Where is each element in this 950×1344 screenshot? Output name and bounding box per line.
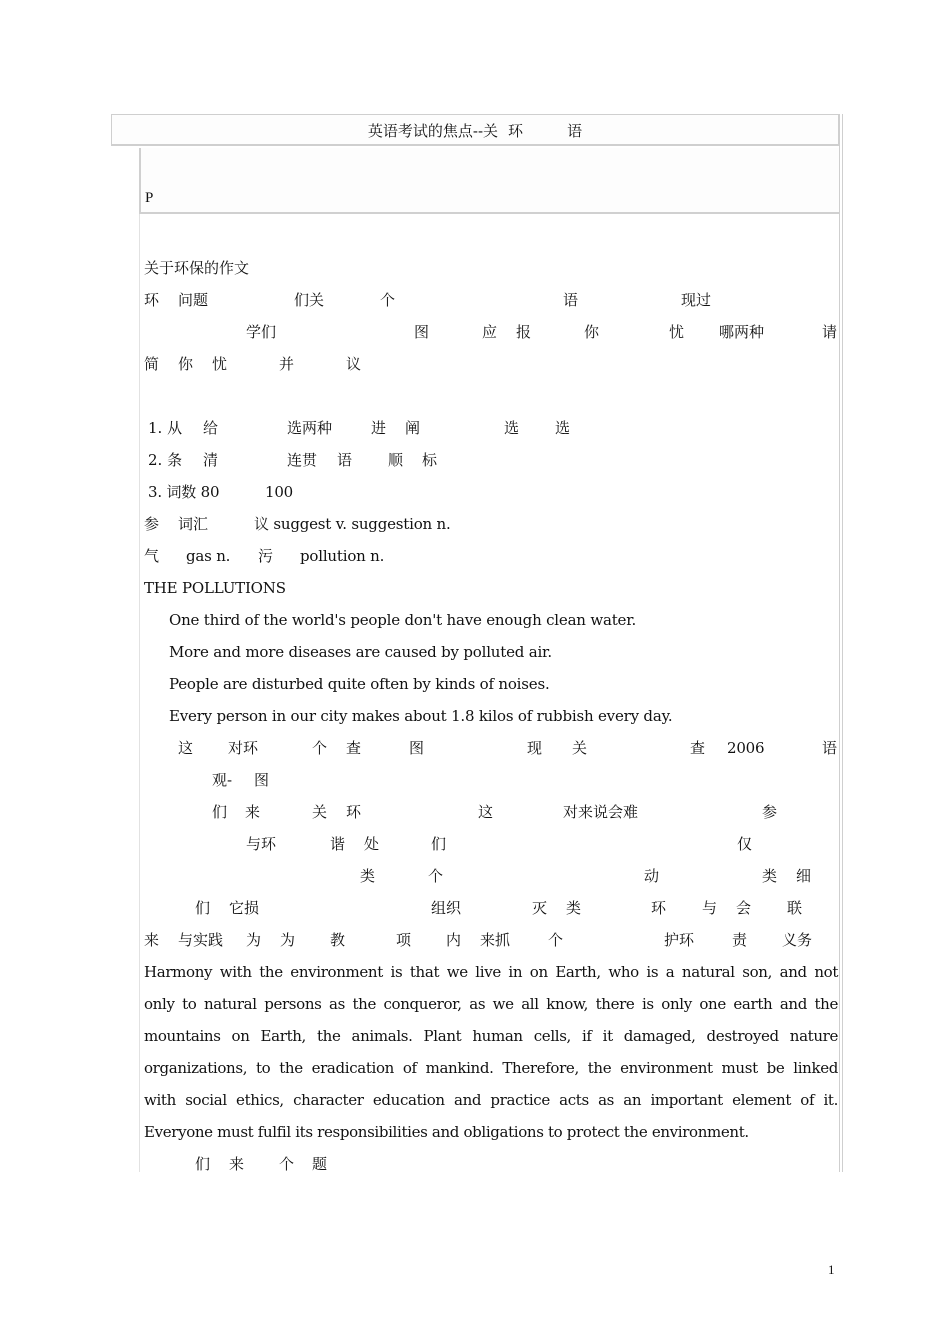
text: 你 bbox=[584, 323, 600, 341]
text: pollution n. bbox=[300, 547, 385, 565]
text: 参 bbox=[762, 803, 778, 821]
text: 关 bbox=[572, 739, 588, 757]
text: 来 bbox=[245, 803, 261, 821]
text: 联 bbox=[787, 899, 803, 917]
text: 关于环保的作文 bbox=[144, 259, 250, 277]
text: 们关 bbox=[294, 291, 325, 309]
text: mountains on Earth, the animals. Plant human cells, if it damaged, destroyed nature bbox=[144, 1027, 838, 1045]
text: 个 bbox=[279, 1155, 295, 1173]
text: One third of the world's people don't have enough clean water. bbox=[169, 611, 637, 629]
text: 个 bbox=[428, 867, 444, 885]
text: Every person in our city makes about 1.8 kilos of rubbish every day. bbox=[169, 707, 673, 725]
text: 为 bbox=[280, 931, 296, 949]
text: 选 bbox=[504, 419, 520, 437]
text: 气 bbox=[144, 547, 160, 565]
text: 类 bbox=[762, 867, 778, 885]
text: 参 bbox=[144, 515, 160, 533]
text: 与实践 bbox=[178, 931, 224, 949]
text: 项 bbox=[396, 931, 412, 949]
text: 来抓 bbox=[480, 931, 511, 949]
text: 们 bbox=[431, 835, 447, 853]
text: 动 bbox=[644, 867, 660, 885]
text: 选两种 bbox=[287, 419, 333, 437]
table-border-right bbox=[839, 114, 840, 1172]
text: 忧 bbox=[212, 355, 228, 373]
text: 细 bbox=[796, 867, 812, 885]
title-cell bbox=[111, 114, 839, 146]
text: 标 bbox=[422, 451, 438, 469]
text: 2006 bbox=[727, 739, 765, 757]
text: 来 bbox=[229, 1155, 245, 1173]
text: 连贯 bbox=[287, 451, 318, 469]
doc-title-part-3: 语 bbox=[567, 122, 583, 140]
text: 议 suggest v. suggestion n. bbox=[254, 515, 451, 533]
text: 100 bbox=[265, 483, 294, 501]
text: 图 bbox=[414, 323, 430, 341]
text: 关 bbox=[312, 803, 328, 821]
text: 个 bbox=[380, 291, 396, 309]
text: 进 bbox=[371, 419, 387, 437]
text: 对环 bbox=[228, 739, 259, 757]
text: 查 bbox=[690, 739, 706, 757]
text: 语 bbox=[563, 291, 579, 309]
text: 教 bbox=[330, 931, 346, 949]
text: 题 bbox=[312, 1155, 328, 1173]
text: 词汇 bbox=[178, 515, 209, 533]
text: 你 bbox=[178, 355, 194, 373]
text: 为 bbox=[246, 931, 262, 949]
text: 与 bbox=[702, 899, 718, 917]
text: 语 bbox=[822, 739, 838, 757]
text: Harmony with the environment is that we live in on Earth, who is a natural son, and not bbox=[144, 963, 838, 981]
text: 责 bbox=[732, 931, 748, 949]
text: 2. 条 bbox=[148, 451, 183, 469]
text: 选 bbox=[555, 419, 571, 437]
text: 图 bbox=[254, 771, 270, 789]
text: 清 bbox=[203, 451, 219, 469]
text: 学们 bbox=[246, 323, 277, 341]
text: organizations, to the eradication of mankind. Therefore, the environment must be linked bbox=[144, 1059, 838, 1077]
text: 简 bbox=[144, 355, 160, 373]
text: 类 bbox=[566, 899, 582, 917]
text: 它损 bbox=[229, 899, 260, 917]
text: only to natural persons as the conqueror, as we all know, there is only one earth and the bbox=[144, 995, 838, 1013]
text: 3. 词数 80 bbox=[148, 483, 220, 501]
text: 个 bbox=[312, 739, 328, 757]
text: 内 bbox=[446, 931, 462, 949]
text: 个 bbox=[548, 931, 564, 949]
text: 环 bbox=[144, 291, 160, 309]
text: 处 bbox=[364, 835, 380, 853]
page-number: 1 bbox=[828, 1262, 835, 1277]
text: 组织 bbox=[431, 899, 462, 917]
table-border-left bbox=[139, 214, 140, 1172]
doc-title-part-2: 环 bbox=[508, 122, 524, 140]
text: 并 bbox=[279, 355, 295, 373]
p-cell bbox=[139, 148, 839, 214]
text: 问题 bbox=[178, 291, 209, 309]
text: 们 bbox=[195, 899, 211, 917]
text: 语 bbox=[337, 451, 353, 469]
text: 观- bbox=[212, 771, 233, 789]
text: 顺 bbox=[388, 451, 404, 469]
text: 报 bbox=[516, 323, 532, 341]
text: with social ethics, character education and practice acts as an important element of it. bbox=[144, 1091, 838, 1109]
text: 义务 bbox=[782, 931, 813, 949]
text: 类 bbox=[360, 867, 376, 885]
text: 护环 bbox=[664, 931, 695, 949]
doc-title-part-1: 英语考试的焦点--关 bbox=[367, 122, 499, 140]
text: 现 bbox=[527, 739, 543, 757]
text: 环 bbox=[651, 899, 667, 917]
text: 忧 bbox=[669, 323, 685, 341]
text: 来 bbox=[144, 931, 160, 949]
text: 查 bbox=[346, 739, 362, 757]
text: 这 bbox=[178, 739, 194, 757]
text: 与环 bbox=[246, 835, 277, 853]
text: 谐 bbox=[330, 835, 346, 853]
text: 环 bbox=[346, 803, 362, 821]
text: 仅 bbox=[737, 835, 753, 853]
text: 请 bbox=[822, 323, 838, 341]
text: 这 bbox=[478, 803, 494, 821]
text: 图 bbox=[409, 739, 425, 757]
text: 们 bbox=[195, 1155, 211, 1173]
text: 哪两种 bbox=[719, 323, 765, 341]
text: 现过 bbox=[681, 291, 712, 309]
text: 1. 从 bbox=[148, 419, 183, 437]
text: 会 bbox=[736, 899, 752, 917]
text: More and more diseases are caused by polluted air. bbox=[169, 643, 552, 661]
table-border-right-outer bbox=[842, 114, 843, 1172]
text: 阐 bbox=[405, 419, 421, 437]
text: 给 bbox=[203, 419, 219, 437]
text: 污 bbox=[258, 547, 274, 565]
text: 议 bbox=[346, 355, 362, 373]
p-label: P bbox=[145, 190, 154, 206]
text: People are disturbed quite often by kinds of noises. bbox=[169, 675, 550, 693]
text: 灭 bbox=[532, 899, 548, 917]
text: 对来说会难 bbox=[563, 803, 639, 821]
text: THE POLLUTIONS bbox=[144, 579, 286, 597]
text: gas n. bbox=[186, 547, 231, 565]
text: 们 bbox=[212, 803, 228, 821]
text: Everyone must fulfil its responsibilities and obligations to protect the environment. bbox=[144, 1123, 749, 1141]
text: 应 bbox=[482, 323, 498, 341]
